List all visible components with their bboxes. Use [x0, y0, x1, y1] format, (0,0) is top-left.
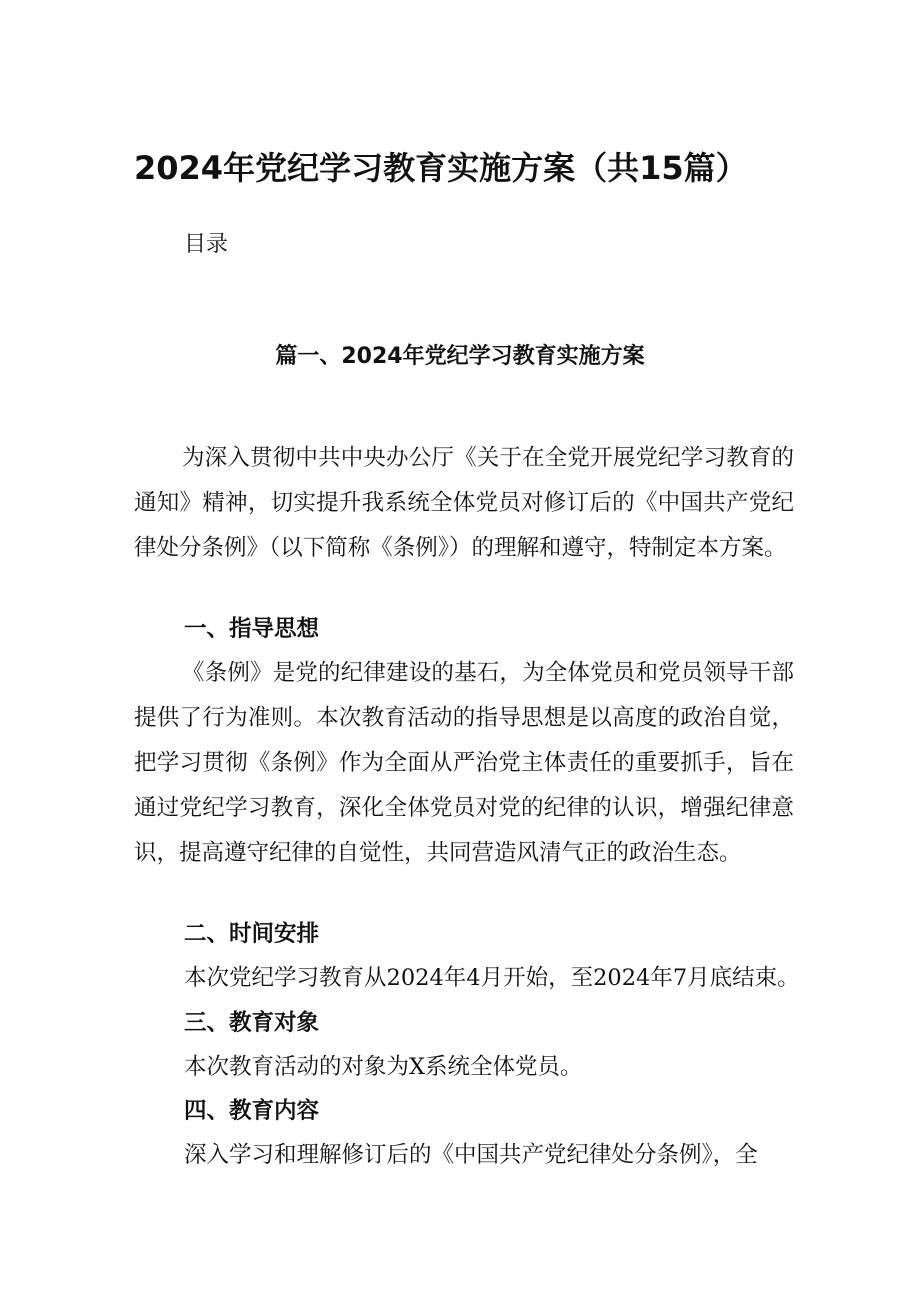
section-heading-guiding-ideology: 一、指导思想 [184, 616, 320, 642]
section-heading-content: 四、教育内容 [184, 1098, 320, 1124]
section-text-schedule: 本次党纪学习教育从2024年4月开始，至2024年7月底结束。 [184, 965, 800, 991]
section-text-audience: 本次教育活动的对象为X系统全体党员。 [184, 1054, 583, 1080]
section-text-content: 深入学习和理解修订后的《中国共产党纪律处分条例》，全 [184, 1142, 758, 1168]
article-title: 篇一、2024年党纪学习教育实施方案 [275, 344, 645, 369]
toc-label: 目录 [184, 232, 229, 257]
section-heading-audience: 三、教育对象 [184, 1010, 320, 1036]
section-heading-schedule: 二、时间安排 [184, 921, 320, 947]
document-title: 2024年党纪学习教育实施方案（共15篇） [134, 149, 748, 187]
intro-paragraph: 为深入贯彻中共中央办公厅《关于在全党开展党纪学习教育的通知》精神，切实提升我系统全体党员对修订后的《中国共产党纪律处分条例》（以下简称《条例》）的理解和遵守，特制定本方案。 [134, 445, 794, 561]
section-text-guiding-ideology: 《条例》是党的纪律建设的基石，为全体党员和党员领导干部提供了行为准则。本次教育活动的指导思想是以高度的政治自觉，把学习贯彻《条例》作为全面从严治党主体责任的重要抓手，旨在通过党纪学习教育，深化全体党员对党的纪律的认识，增强纪律意识，提高遵守纪律的自觉性，共同营造风清气正的政治生态。 [134, 660, 794, 866]
